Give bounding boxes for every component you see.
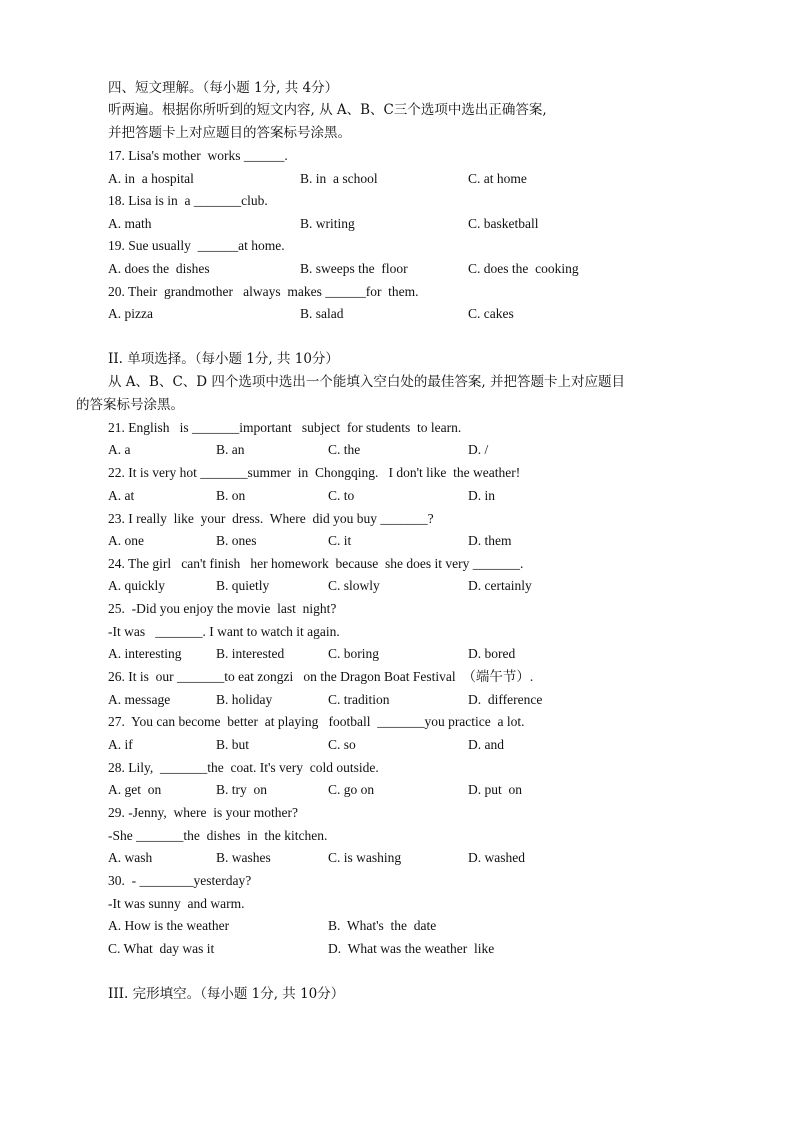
question-29-stem: 29. -Jenny, where is your mother? — [108, 805, 298, 820]
section4-title: 四、短文理解。（每小题 1分, 共 4分） — [108, 80, 339, 96]
question-20-stem: 20. Their grandmother always makes ______for them. — [108, 284, 419, 299]
question-26-option-c: C. tradition — [328, 692, 390, 707]
question-18-option-a: A. math — [108, 216, 152, 231]
question-18-option-c: C. basketball — [468, 216, 539, 231]
question-25-stem-line2: -It was _______. I want to watch it again. — [108, 624, 340, 639]
question-28-option-c: C. go on — [328, 782, 375, 797]
question-27-stem: 27. You can become better at playing football _______you practice a lot. — [108, 714, 525, 729]
question-19-stem: 19. Sue usually ______at home. — [108, 238, 285, 253]
question-24-option-c: C. slowly — [328, 578, 380, 593]
question-25-option-d: D. bored — [468, 646, 516, 661]
question-29-option-d: D. washed — [468, 850, 525, 865]
question-24-option-a: A. quickly — [108, 578, 165, 593]
question-27-option-a: A. if — [108, 737, 133, 752]
question-17-option-c: C. at home — [468, 171, 527, 186]
question-21-option-c: C. the — [328, 442, 361, 457]
question-20-option-b: B. salad — [300, 306, 344, 321]
question-26-stem: 26. It is our _______to eat zongzi on the Dragon Boat Festival （端午节）. — [108, 669, 534, 684]
section2-instruction-1: 从 A、B、C、D 四个选项中选出一个能填入空白处的最佳答案, 并把答题卡上对应题目 — [108, 374, 625, 390]
question-27-option-c: C. so — [328, 737, 356, 752]
question-29-stem-line2: -She _______the dishes in the kitchen. — [108, 828, 328, 843]
question-29-option-a: A. wash — [108, 850, 153, 865]
question-30-option-d: D. What was the weather like — [328, 941, 495, 956]
question-23-option-a: A. one — [108, 533, 144, 548]
question-21-option-a: A. a — [108, 442, 131, 457]
question-17-option-b: B. in a school — [300, 171, 378, 186]
question-22-option-a: A. at — [108, 488, 135, 503]
question-25-option-c: C. boring — [328, 646, 380, 661]
question-28-option-a: A. get on — [108, 782, 162, 797]
question-19-option-c: C. does the cooking — [468, 261, 579, 276]
question-25-option-b: B. interested — [216, 646, 285, 661]
question-30-option-a: A. How is the weather — [108, 918, 230, 933]
question-28-option-b: B. try on — [216, 782, 268, 797]
question-28-stem: 28. Lily, _______the coat. It's very cold outside. — [108, 760, 379, 775]
question-21-stem: 21. English is _______important subject for students to learn. — [108, 420, 462, 435]
section3-title: III. 完形填空。（每小题 1分, 共 10分） — [108, 986, 345, 1002]
question-29-option-c: C. is washing — [328, 850, 402, 865]
question-30-stem-line2: -It was sunny and warm. — [108, 896, 245, 911]
question-26-option-b: B. holiday — [216, 692, 273, 707]
question-17-option-a: A. in a hospital — [108, 171, 194, 186]
section4-instruction-1: 听两遍。根据你所听到的短文内容, 从 A、B、C三个选项中选出正确答案, — [108, 102, 547, 118]
question-22-option-c: C. to — [328, 488, 355, 503]
question-19-option-a: A. does the dishes — [108, 261, 210, 276]
question-24-option-d: D. certainly — [468, 578, 532, 593]
question-26-option-d: D. difference — [468, 692, 543, 707]
question-18-stem: 18. Lisa is in a _______club. — [108, 193, 268, 208]
question-24-option-b: B. quietly — [216, 578, 270, 593]
question-18-option-b: B. writing — [300, 216, 355, 231]
question-20-option-c: C. cakes — [468, 306, 514, 321]
question-20-option-a: A. pizza — [108, 306, 153, 321]
question-19-option-b: B. sweeps the floor — [300, 261, 408, 276]
question-25-stem: 25. -Did you enjoy the movie last night? — [108, 601, 337, 616]
question-30-option-b: B. What's the date — [328, 918, 437, 933]
question-22-stem: 22. It is very hot _______summer in Chongqing. I don't like the weather! — [108, 465, 521, 480]
question-26-option-a: A. message — [108, 692, 171, 707]
section2-title: II. 单项选择。（每小题 1分, 共 10分） — [108, 351, 339, 367]
question-23-option-d: D. them — [468, 533, 512, 548]
question-24-stem: 24. The girl can't finish her homework because she does it very _______. — [108, 556, 524, 571]
question-27-option-d: D. and — [468, 737, 504, 752]
question-27-option-b: B. but — [216, 737, 250, 752]
question-30-stem: 30. - ________yesterday? — [108, 873, 252, 888]
question-25-option-a: A. interesting — [108, 646, 182, 661]
section2-instruction-2: 的答案标号涂黑。 — [76, 397, 184, 413]
question-21-option-b: B. an — [216, 442, 245, 457]
question-23-option-c: C. it — [328, 533, 352, 548]
question-28-option-d: D. put on — [468, 782, 522, 797]
question-23-stem: 23. I really like your dress. Where did you buy _______? — [108, 511, 434, 526]
question-22-option-d: D. in — [468, 488, 495, 503]
question-17-stem: 17. Lisa's mother works ______. — [108, 148, 288, 163]
question-22-option-b: B. on — [216, 488, 246, 503]
question-21-option-d: D. / — [468, 442, 489, 457]
section4-instruction-2: 并把答题卡上对应题目的答案标号涂黑。 — [108, 125, 351, 141]
question-29-option-b: B. washes — [216, 850, 271, 865]
question-23-option-b: B. ones — [216, 533, 257, 548]
question-30-option-c: C. What day was it — [108, 941, 215, 956]
